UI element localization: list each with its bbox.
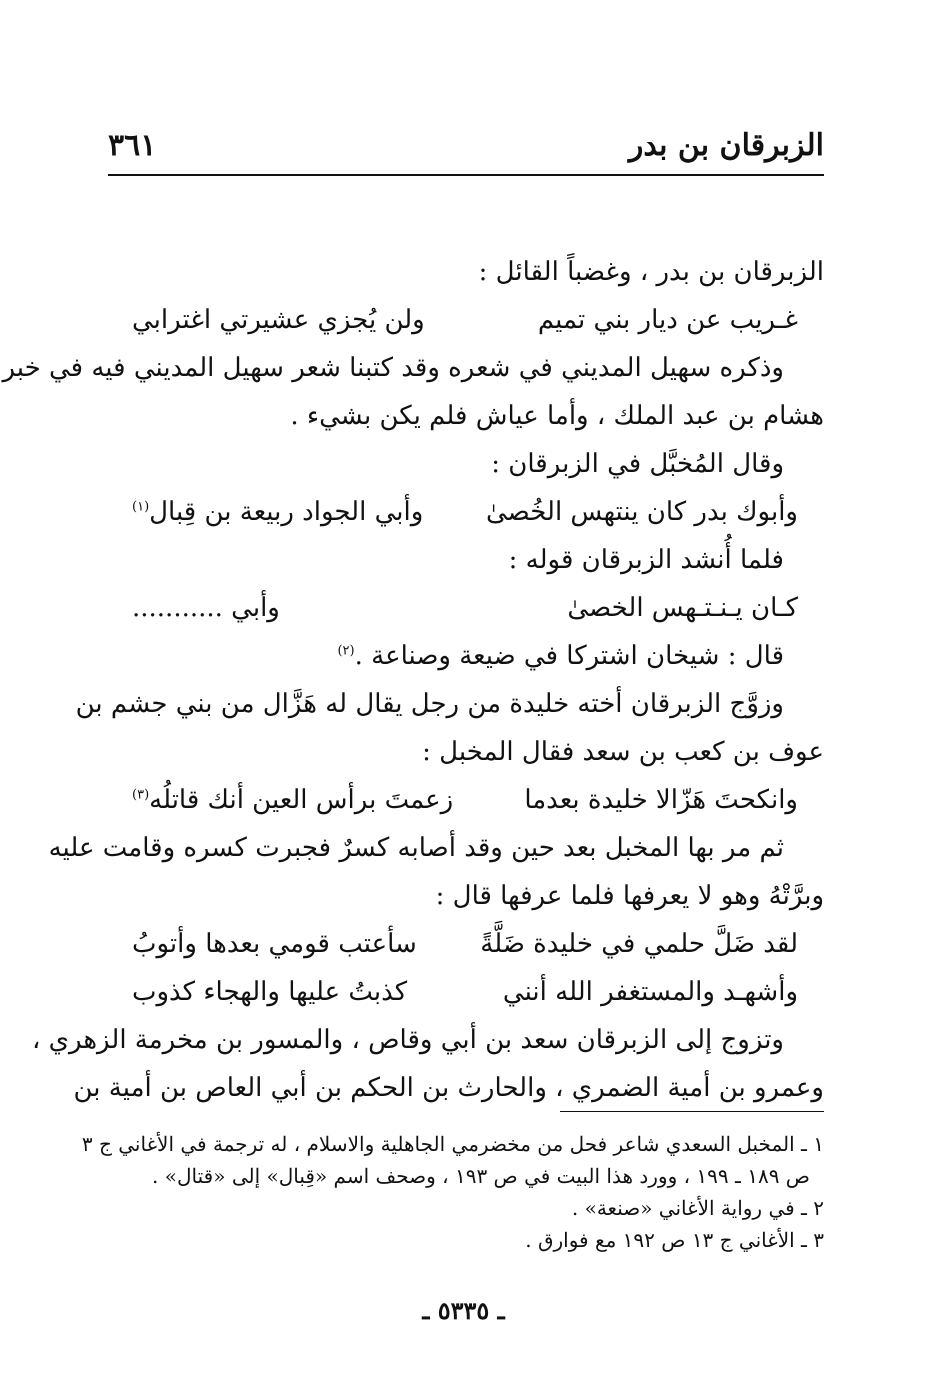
prose-text: وبرَّتْهُ وهو لا يعرفها فلما عرفها قال : bbox=[435, 881, 824, 911]
footnote-line: ٣ ـ الأغاني ج ١٣ ص ١٩٢ مع فوارق . bbox=[525, 1228, 824, 1252]
prose-line bbox=[108, 728, 824, 776]
page-header bbox=[108, 126, 824, 176]
verse-second-hemistich: وأبي الجواد ربيعة بن قِبال$^{(١)}$ bbox=[132, 497, 424, 527]
prose-line bbox=[2, 344, 824, 392]
verse-first-hemistich: وانكحتَ هَزّالا خليدة بعدما bbox=[524, 785, 798, 815]
verse-line bbox=[108, 296, 824, 344]
prose-line bbox=[108, 392, 824, 440]
prose-line bbox=[75, 680, 824, 728]
verse-first-hemistich: غـريب عن ديار بني تميم bbox=[537, 305, 798, 335]
prose-text: وعمرو بن أمية الضمري ، والحارث بن الحكم بن أبي العاص بن أمية بن bbox=[73, 1073, 824, 1103]
prose-text: الزبرقان بن بدر ، وغضباً القائل : bbox=[478, 257, 824, 287]
verse-line bbox=[108, 584, 824, 632]
prose-text: وقال المُخبَّل في الزبرقان : bbox=[491, 449, 784, 479]
footnote-marker: (٢) bbox=[337, 643, 355, 659]
prose-line bbox=[108, 632, 824, 680]
prose-line bbox=[108, 248, 824, 296]
prose-line bbox=[73, 1064, 824, 1112]
verse-second-hemistich: كذبتُ عليها والهجاء كذوب bbox=[132, 977, 408, 1007]
verse-line bbox=[108, 776, 824, 824]
verse-first-hemistich: وأبوك بدر كان ينتهس الخُصىٰ bbox=[486, 497, 798, 527]
prose-text: وتزوج إلى الزبرقان سعد بن أبي وقاص ، والمسور بن مخرمة الزهري ، bbox=[31, 1025, 784, 1055]
verse-second-hemistich: وأبي ........... bbox=[132, 593, 280, 623]
footnote-marker: (٣) bbox=[132, 787, 150, 803]
prose-line bbox=[108, 536, 824, 584]
prose-text: هشام بن عبد الملك ، وأما عياش فلم يكن بشيء . bbox=[290, 401, 824, 431]
prose-text: عوف بن كعب بن سعد فقال المخبل : bbox=[422, 737, 824, 767]
prose-line bbox=[31, 1016, 824, 1064]
folio-number: ـ ٥٣٣٥ ـ bbox=[422, 1296, 505, 1325]
prose-text: فلما أُنشد الزبرقان قوله : bbox=[508, 545, 784, 575]
verse-second-hemistich: ولن يُجزي عشيرتي اغترابي bbox=[132, 305, 425, 335]
verse-line bbox=[108, 968, 824, 1016]
verse-second-hemistich: سأعتب قومي بعدها وأتوبُ bbox=[132, 929, 417, 959]
footnotes bbox=[81, 1128, 824, 1256]
prose-text: قال : شيخان اشتركا في ضيعة وصناعة . bbox=[354, 641, 784, 671]
verse-first-hemistich: كـان يـنـتـهس الخصىٰ bbox=[567, 593, 798, 623]
prose-line bbox=[108, 872, 824, 920]
prose-text: ثم مر بها المخبل بعد حين وقد أصابه كسرٌ فجبرت كسره وقامت عليه bbox=[48, 833, 784, 863]
verse-line bbox=[108, 920, 824, 968]
page-number: ٣٦١ bbox=[108, 128, 157, 163]
footnote-line: ١ ـ المخبل السعدي شاعر فحل من مخضرمي الجاهلية والاسلام ، له ترجمة في الأغاني ج ٣ bbox=[81, 1132, 824, 1156]
footnote-line: ٢ ـ في رواية الأغاني «صنعة» . bbox=[571, 1196, 824, 1220]
prose-text: وذكره سهيل المديني في شعره وقد كتبنا شعر سهيل المديني فيه في خبر bbox=[2, 353, 784, 383]
main-text bbox=[2, 248, 824, 1112]
footnote-line: ص ١٨٩ ـ ١٩٩ ، وورد هذا البيت في ص ١٩٣ ، وصحف اسم «قِبال» إلى «قتال» . bbox=[152, 1164, 810, 1188]
footnote-divider bbox=[560, 1111, 824, 1112]
prose-line bbox=[108, 440, 824, 488]
verse-line bbox=[108, 488, 824, 536]
verse-first-hemistich: وأشهـد والمستغفر الله أنني bbox=[502, 977, 798, 1007]
verse-second-hemistich: زعمتَ برأس العين أنك قاتلُه$^{(٣)}$ bbox=[132, 785, 454, 815]
prose-text: وزوَّج الزبرقان أخته خليدة من رجل يقال له هَزَّال من بني جشم بن bbox=[75, 689, 784, 719]
footnote-marker: (١) bbox=[132, 499, 150, 515]
running-title: الزبرقان بن بدر bbox=[628, 128, 824, 163]
prose-line bbox=[48, 824, 824, 872]
verse-first-hemistich: لقد ضَلَّ حلمي في خليدة ضَلَّةً bbox=[480, 929, 798, 959]
